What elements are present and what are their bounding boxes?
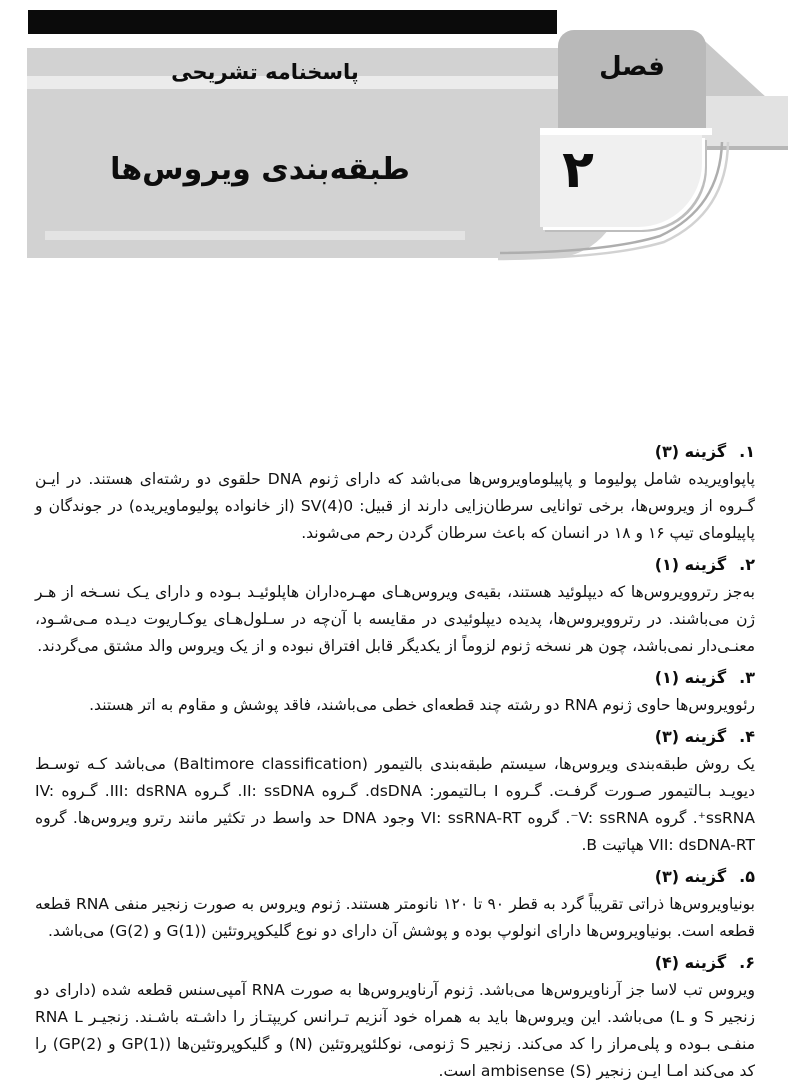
item-paragraph: ویروس تب لاسا جز آرناویروس‌ها می‌باشد. ژنوم آرناویروس‌ها به صورت RNA آمپی‌سنس قطعه شده (دارای دو زنجیر S و L) می‌باشد. این ویروس‌ها باید به همراه خود آنزیم تـرانس کریپتـاز را داشـته باشـند. زنجیـر RNA L منفـی بـوده و پلی‌مراز را کد می‌کند. زنجیر S ژنومی، نوکلئوپروتئین (N) و گلیکوپروتئین‌ها (GP(1) و GP(2)) را کد می‌کند امـا ایـن زنجیر ambisense (S) است. — [35, 981, 755, 1080]
answer-item — [0, 863, 788, 945]
option-label: گزینه (۳) — [654, 442, 727, 461]
answer-key-label: پاسخنامه تشریحی — [171, 60, 359, 84]
answer-item — [0, 723, 788, 859]
page-title: طبقه‌بندی ویروس‌ها — [110, 152, 410, 187]
answer-item — [0, 438, 788, 547]
item-paragraph: به‌جز رتروویروس‌ها که دیپلوئید هستند، بقیه‌ی ویروس‌هـای مهـره‌داران هاپلوئیـد بـوده و دارای یـک نسـخه از هـر ژن می‌باشند. در رتروویروس‌ها، پدیده دیپلوئیدی در مقایسه با آن‌چه در سـلول‌هـای یوکـاریوت دیـده مـی‌شـود، معنـی‌دار نمی‌باشد، چون هر نسخه ژنوم لزوماً از یکدیگر قابل افتراق نبوده و از یک ویروس والد مشتق می‌گردند. — [35, 583, 755, 655]
item-head — [35, 863, 755, 890]
item-paragraph: پاپواویریده شامل پولیوما و پاپیلوماویروس‌ها می‌باشد که دارای ژنوم DNA حلقوی دو رشته‌ای هستند. در ایـن گـروه از ویروس‌ها، برخی توانایی سرطان‌زایی دارند از قبیل: SV(4)0 (از خانواده پولیوماویریده) در جوندگان و پاپیلومای تیپ ۱۶ و ۱۸ در انسان که باعث سرطان گردن رحم می‌شوند. — [35, 470, 755, 542]
item-head — [35, 551, 755, 578]
item-number: ۵. — [739, 867, 755, 886]
item-number: ۶. — [739, 953, 755, 972]
answer-item — [0, 551, 788, 660]
item-number: ۳. — [739, 668, 755, 687]
option-label: گزینه (۱) — [654, 555, 727, 574]
chapter-number: ۲ — [562, 140, 594, 200]
item-head — [35, 723, 755, 750]
chapter-word: فصل — [599, 52, 665, 82]
option-label: گزینه (۳) — [654, 727, 727, 746]
item-head — [35, 949, 755, 976]
item-number: ۴. — [739, 727, 755, 746]
swoosh-curves — [0, 0, 788, 270]
answers-list — [0, 434, 788, 1087]
item-paragraph: رئوویروس‌ها حاوی ژنوم RNA دو رشته چند قطعه‌ای خطی می‌باشند، فاقد پوشش و مقاوم به اتر هستند. — [89, 696, 755, 714]
item-head — [35, 438, 755, 465]
chapter-header — [0, 0, 788, 270]
option-label: گزینه (۳) — [654, 867, 727, 886]
item-number: ۲. — [739, 555, 755, 574]
option-label: گزینه (۴) — [654, 953, 727, 972]
item-paragraph: بونیاویروس‌ها ذراتی تقریباً گرد به قطر ۹۰ تا ۱۲۰ نانومتر هستند. ژنوم ویروس به صورت زنجیر منفی RNA قطعه قطعه است. بونیاویروس‌ها دارای انولوپ بوده و پوشش آن دارای دو نوع گلیکوپروتئین (G(1) و G(2)) می‌باشد. — [35, 895, 755, 940]
option-label: گزینه (۱) — [654, 668, 727, 687]
item-number: ۱. — [739, 442, 755, 461]
item-paragraph: یک روش طبقه‌بندی ویروس‌ها، سیستم طبقه‌بندی بالتیمور (Baltimore classification) می‌باشد کـه توسـط دیویـد بـالتیمور صـورت گرفـت. گـروه I بـالتیمور: dsDNA. گـروه II: ssDNA. گـروه III: dsRNA. گـروه IV: ssRNA⁺. گروه V: ssRNA⁻. گروه VI: ssRNA-RT وجود DNA حد واسط در تکثیر مانند رترو ویروس‌ها. گروه VII: dsDNA-RT هپاتیت B. — [35, 755, 756, 854]
item-head — [35, 664, 755, 691]
answer-item — [0, 664, 788, 719]
answer-item — [0, 949, 788, 1085]
